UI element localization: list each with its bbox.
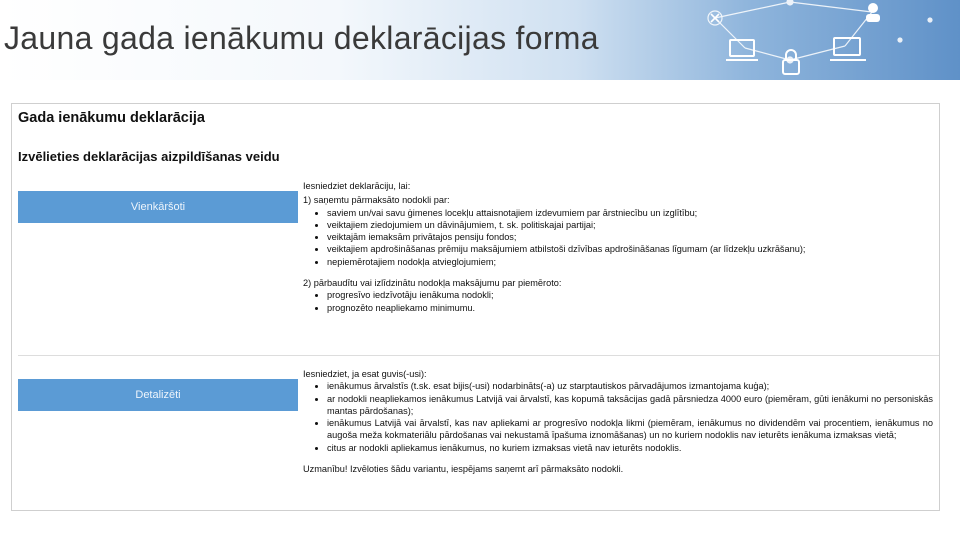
detailed-income-list (303, 380, 933, 454)
simplified-option-button[interactable]: Vienkāršoti (18, 191, 298, 223)
simplified-check-list (303, 289, 933, 314)
slide-banner (0, 0, 960, 80)
list-item: • saviem un/vai savu ģimenes locekļu attaisnotajiem izdevumiem par ārstniecību un izglītību; (327, 207, 933, 219)
simplified-group-heading: 2) pārbaudītu vai izlīdzinātu nodokļa maksājumu par piemēroto: (303, 278, 562, 289)
user-icon (866, 3, 880, 22)
slide-title: Jauna gada ienākumu deklarācijas forma (4, 20, 599, 56)
detailed-option-description (303, 368, 933, 475)
form-subtitle: Izvēlieties deklarācijas aizpildīšanas veidu (18, 149, 280, 164)
detailed-note: Uzmanību! Izvēloties šādu variantu, iespējams saņemt arī pārmaksāto nodokli. (303, 464, 624, 475)
list-item: • ienākumus ārvalstīs (t.sk. esat bijis(-usi) nodarbināts(-a) uz starptautiskos pārvadājumos izmantojama kuģa); (327, 380, 933, 392)
list-item: • nepiemērotajiem nodokļa atvieglojumiem; (327, 256, 933, 268)
network-decoration-icon (660, 0, 960, 80)
list-item: • prognozēto neapliekamo minimumu. (327, 302, 933, 314)
list-item: • citus ar nodokli apliekamus ienākumus, no kuriem izmaksas vietā nav ieturēts nodoklis. (327, 442, 933, 454)
list-item: • veiktajām iemaksām privātajos pensiju fondos; (327, 231, 933, 243)
declaration-form-panel (11, 103, 940, 511)
list-item: • ar nodokli neapliekamos ienākumus Latvijā vai ārvalstī, kas kopumā taksācijas gadā pārsniedza 4000 euro (piemēram, gūti ienākumi no personiskās mantas pārdošanas); (327, 393, 933, 418)
list-item: • progresīvo iedzīvotāju ienākuma nodokli; (327, 289, 933, 301)
simplified-option-description (303, 180, 933, 314)
form-title: Gada ienākumu deklarācija (18, 110, 205, 126)
list-item: • veiktajiem apdrošināšanas prēmiju maksājumiem atbilstoši dzīvības apdrošināšanas līgumam (ar līdzekļu uzkrāšanu); (327, 243, 933, 255)
laptop-icon (726, 40, 758, 60)
detailed-intro: Iesniedziet, ja esat guvis(-usi): (303, 369, 427, 379)
simplified-intro: Iesniedziet deklarāciju, lai: (303, 181, 411, 191)
simplified-group-heading: 1) saņemtu pārmaksāto nodokli par: (303, 195, 450, 206)
list-item: • veiktajiem ziedojumiem un dāvinājumiem, t. sk. politiskajai partijai; (327, 219, 933, 231)
list-item: • ienākumus Latvijā vai ārvalstī, kas nav apliekami ar progresīvo nodokļa likmi (piemēram, ienākumus no dividendēm vai procentiem, ienākumus no augoša meža kokmateriālu pārdošanas vai nekustamā īpašuma iznomāšanas) un no kuriem nodoklis nav ieturēts ienākuma izmaksas vietā; (327, 417, 933, 442)
simplified-refund-list (303, 207, 933, 268)
detailed-option-button[interactable]: Detalizēti (18, 379, 298, 411)
option-divider (18, 355, 939, 356)
